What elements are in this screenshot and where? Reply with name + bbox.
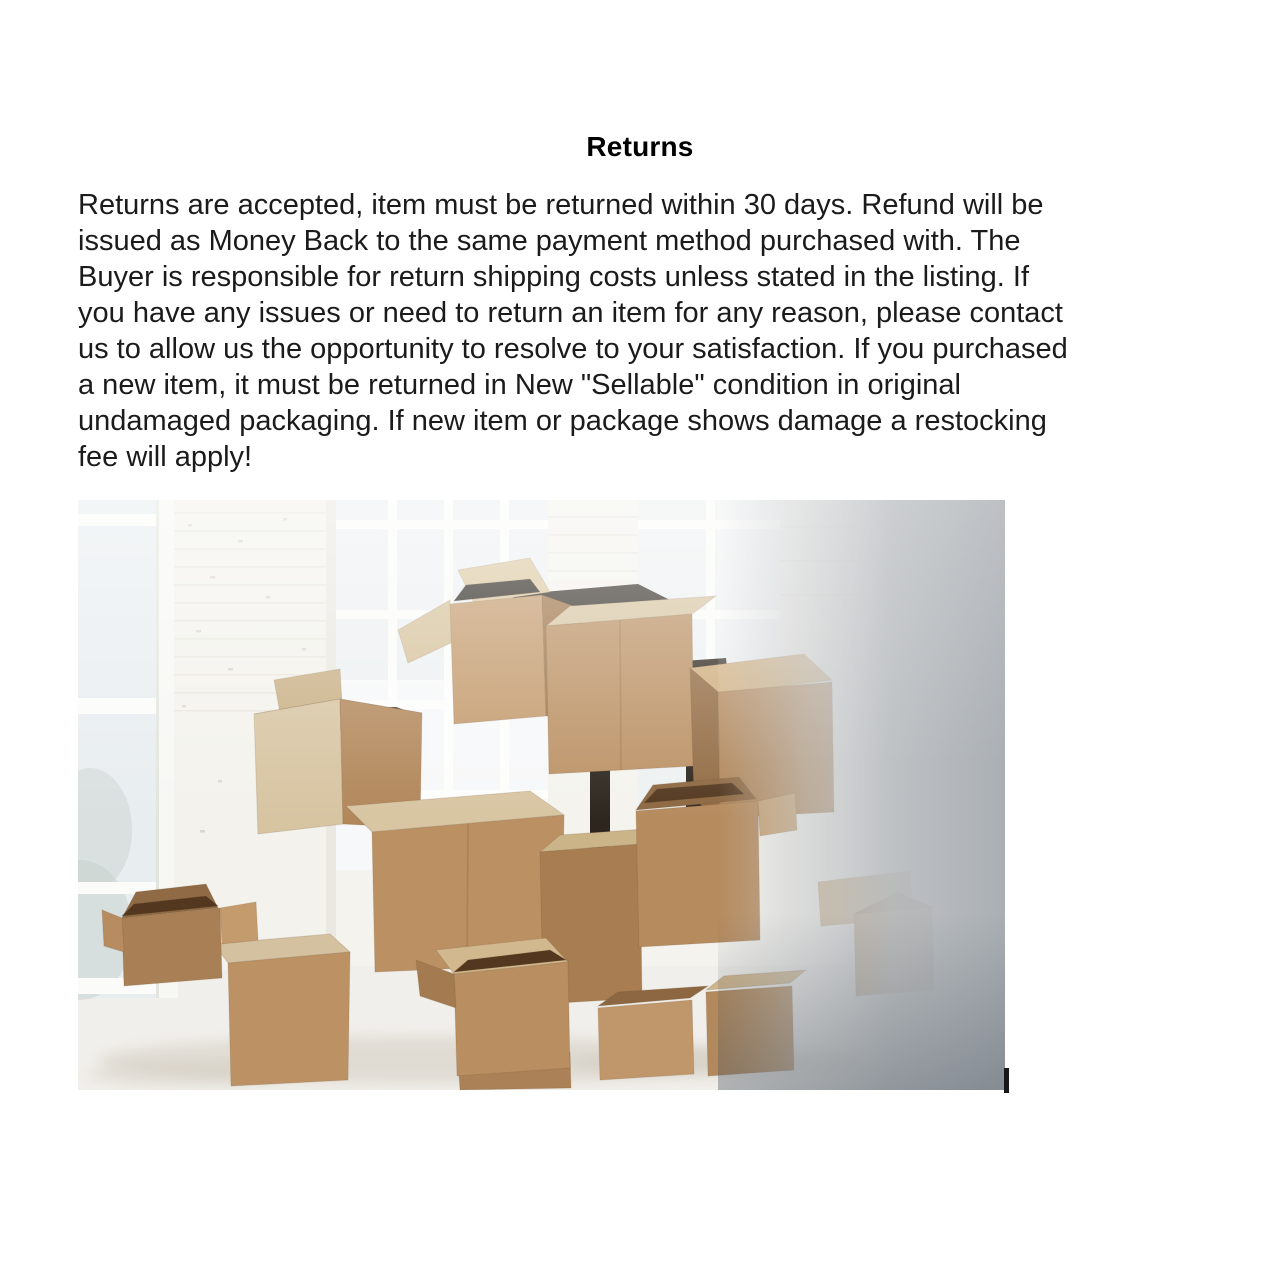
policy-line: us to allow us the opportunity to resolve to your satisfaction. If you purchased [78, 333, 1068, 365]
policy-line: undamaged packaging. If new item or package shows damage a restocking [78, 405, 1047, 437]
text-cursor-artifact [1004, 1068, 1009, 1093]
policy-line: Returns are accepted, item must be returned within 30 days. Refund will be [78, 189, 1044, 221]
policy-line: fee will apply! [78, 441, 253, 473]
policy-line: you have any issues or need to return an item for any reason, please contact [78, 297, 1063, 329]
policy-line: issued as Money Back to the same payment method purchased with. The [78, 225, 1021, 257]
policy-line: Buyer is responsible for return shipping costs unless stated in the listing. If [78, 261, 1030, 293]
blurred-wall-column [718, 500, 1005, 1090]
page-title: Returns [586, 130, 694, 162]
returns-photo [78, 500, 1005, 1090]
policy-line: a new item, it must be returned in New "Sellable" condition in original [78, 369, 961, 401]
returns-policy-text [78, 187, 1218, 475]
